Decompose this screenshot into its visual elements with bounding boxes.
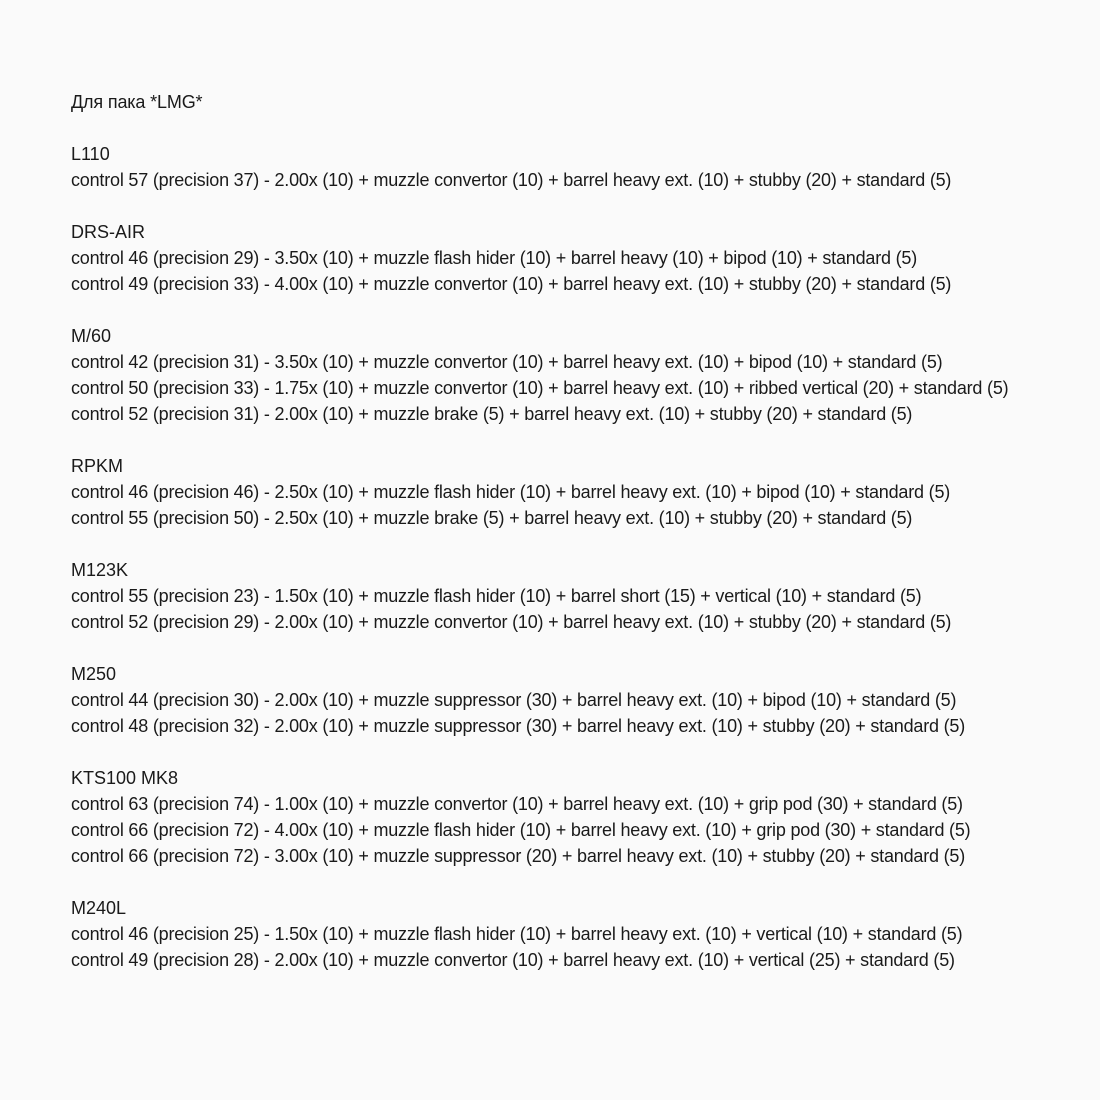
loadout-line: control 55 (precision 23) - 1.50x (10) + muzzle flash hider (10) + barrel short (15) + vertical (10) + standard (5) [71, 586, 922, 606]
weapon-name: M250 [71, 664, 117, 684]
loadout-line: control 57 (precision 37) - 2.00x (10) + muzzle convertor (10) + barrel heavy ext. (10) + stubby (20) + standard (5) [71, 170, 952, 190]
page-title: Для пака *LMG* [71, 92, 203, 112]
loadout-line: control 46 (precision 25) - 1.50x (10) + muzzle flash hider (10) + barrel heavy ext. (10) + vertical (10) + standard (5) [71, 924, 963, 944]
weapon-group [71, 141, 1066, 193]
weapon-name: M240L [71, 898, 127, 918]
loadout-line: control 49 (precision 33) - 4.00x (10) + muzzle convertor (10) + barrel heavy ext. (10) + stubby (20) + standard (5) [71, 274, 952, 294]
loadout-line: control 44 (precision 30) - 2.00x (10) + muzzle suppressor (30) + barrel heavy ext. (10) + bipod (10) + standard (5) [71, 690, 957, 710]
weapon-name: M/60 [71, 326, 112, 346]
weapon-name: KTS100 MK8 [71, 768, 179, 788]
weapon-group [71, 557, 1066, 635]
weapon-name: DRS-AIR [71, 222, 146, 242]
loadout-line: control 52 (precision 29) - 2.00x (10) + muzzle convertor (10) + barrel heavy ext. (10) + stubby (20) + standard (5) [71, 612, 952, 632]
loadout-line: control 46 (precision 29) - 3.50x (10) + muzzle flash hider (10) + barrel heavy (10) + bipod (10) + standard (5) [71, 248, 918, 268]
loadout-line: control 52 (precision 31) - 2.00x (10) + muzzle brake (5) + barrel heavy ext. (10) + stubby (20) + standard (5) [71, 404, 913, 424]
weapon-group [71, 895, 1066, 973]
weapon-name: M123K [71, 560, 129, 580]
weapon-group [71, 453, 1066, 531]
weapon-group [71, 219, 1066, 297]
weapon-group [71, 765, 1066, 869]
loadout-line: control 48 (precision 32) - 2.00x (10) + muzzle suppressor (30) + barrel heavy ext. (10) + stubby (20) + standard (5) [71, 716, 966, 736]
loadout-line: control 46 (precision 46) - 2.50x (10) + muzzle flash hider (10) + barrel heavy ext. (10) + bipod (10) + standard (5) [71, 482, 951, 502]
loadout-line: control 55 (precision 50) - 2.50x (10) + muzzle brake (5) + barrel heavy ext. (10) + stubby (20) + standard (5) [71, 508, 913, 528]
loadout-line: control 63 (precision 74) - 1.00x (10) + muzzle convertor (10) + barrel heavy ext. (10) + grip pod (30) + standard (5) [71, 794, 963, 814]
loadout-line: control 49 (precision 28) - 2.00x (10) + muzzle convertor (10) + barrel heavy ext. (10) + vertical (25) + standard (5) [71, 950, 955, 970]
loadout-line: control 66 (precision 72) - 4.00x (10) + muzzle flash hider (10) + barrel heavy ext. (10) + grip pod (30) + standard (5) [71, 820, 971, 840]
loadout-line: control 50 (precision 33) - 1.75x (10) + muzzle convertor (10) + barrel heavy ext. (10) + ribbed vertical (20) + standard (5) [71, 378, 1009, 398]
weapon-name: RPKM [71, 456, 124, 476]
document-body [71, 89, 1066, 999]
loadout-line: control 66 (precision 72) - 3.00x (10) + muzzle suppressor (20) + barrel heavy ext. (10) + stubby (20) + standard (5) [71, 846, 966, 866]
weapon-name: L110 [71, 144, 110, 164]
weapon-group [71, 323, 1066, 427]
weapon-group [71, 661, 1066, 739]
loadout-line: control 42 (precision 31) - 3.50x (10) + muzzle convertor (10) + barrel heavy ext. (10) + bipod (10) + standard (5) [71, 352, 943, 372]
weapon-groups [71, 141, 1066, 973]
